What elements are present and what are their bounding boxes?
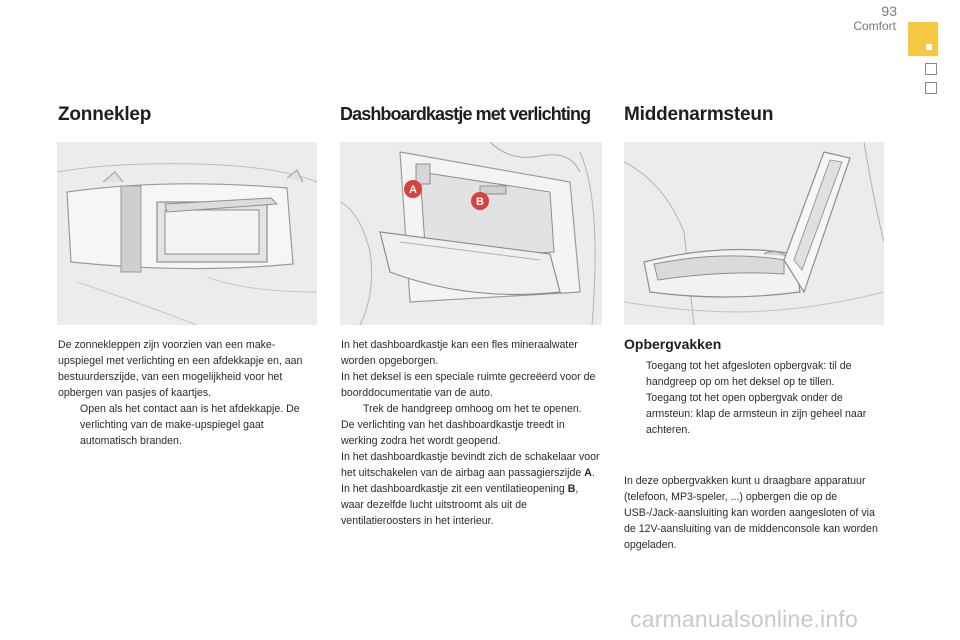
glovebox-p5 bbox=[341, 481, 603, 529]
glovebox-p5-end: , waar dezelfde lucht uitstroomt als uit de ventilatieroosters in het interieur. bbox=[341, 483, 579, 527]
armrest-bullet-1 bbox=[624, 358, 886, 390]
glovebox-text bbox=[341, 337, 603, 529]
glovebox-drawing bbox=[340, 142, 602, 325]
marker-b-label: B bbox=[476, 196, 484, 208]
glovebox-p2: In het deksel is een speciale ruimte gecreëerd voor de boorddocumentatie van de auto. bbox=[341, 371, 596, 399]
sun-visor-bullet-text: Open als het contact aan is het afdekkapje. De verlichting van de make-upspiegel gaat automatisch branden. bbox=[80, 403, 300, 447]
glovebox-p5-text: In het dashboardkastje zit een ventilatieopening bbox=[341, 483, 568, 495]
section-name: Comfort bbox=[853, 19, 896, 33]
sun-visor-heading: Zonneklep bbox=[58, 104, 152, 125]
armrest-note bbox=[624, 473, 886, 553]
armrest-illustration bbox=[624, 142, 884, 325]
glovebox-p4-end: . bbox=[591, 467, 595, 479]
glovebox-p3: De verlichting van het dashboardkastje treedt in werking zodra het wordt geopend. bbox=[341, 419, 565, 447]
sun-visor-text bbox=[58, 337, 320, 449]
glovebox-p4-ref: A bbox=[584, 467, 592, 479]
glovebox-bullet bbox=[341, 401, 603, 417]
glovebox-p5-ref: B bbox=[567, 483, 576, 495]
sun-visor-intro: De zonnekleppen zijn voorzien van een make-upspiegel met verlichting en een afdekkapje en, aan bestuurderszijde, van een mogelijkheid voor het opbergen van pasjes of kaartjes. bbox=[58, 339, 303, 399]
glovebox-p4 bbox=[341, 449, 603, 481]
tab-square-icon bbox=[926, 44, 932, 50]
armrest-bullet-2-text: Toegang tot het open opbergvak onder de armsteun: klap de armsteun in zijn geheel naar achteren. bbox=[646, 392, 867, 436]
armrest-heading: Middenarmsteun bbox=[624, 104, 774, 125]
armrest-drawing bbox=[624, 142, 884, 325]
armrest-bullets bbox=[624, 358, 886, 438]
armrest-note-text: In deze opbergvakken kunt u draagbare apparatuur (telefoon, MP3-speler, ...) opbergen die op de USB-/Jack-aansluiting kan worden aangesloten of via de 12V-aansluiting van de middenconsole kan worden opgeladen. bbox=[624, 475, 878, 551]
glovebox-heading: Dashboardkastje met verlichting bbox=[340, 104, 591, 124]
glovebox-p4-text: In het dashboardkastje bevindt zich de schakelaar voor het uitschakelen van de airbag aan passagierszijde bbox=[341, 451, 600, 479]
armrest-bullet-2 bbox=[624, 390, 886, 438]
glovebox-bullet-text: Trek de handgreep omhoog om het te openen. bbox=[363, 403, 582, 415]
sun-visor-bullet bbox=[58, 401, 320, 449]
chapter-marker-icon bbox=[925, 82, 937, 94]
glovebox-illustration bbox=[340, 142, 602, 325]
armrest-subheading: Opbergvakken bbox=[624, 336, 722, 352]
sun-visor-drawing bbox=[57, 142, 317, 325]
page-number: 93 bbox=[881, 3, 897, 19]
sun-visor-illustration bbox=[57, 142, 317, 325]
chapter-marker-icon bbox=[925, 63, 937, 75]
section-tab[interactable] bbox=[908, 22, 938, 56]
armrest-bullet-1-text: Toegang tot het afgesloten opbergvak: til de handgreep op om het deksel op te tillen. bbox=[646, 360, 852, 388]
watermark: carmanualsonline.info bbox=[630, 606, 858, 632]
glovebox-p1: In het dashboardkastje kan een fles mineraalwater worden opgeborgen. bbox=[341, 339, 578, 367]
marker-a-label: A bbox=[409, 184, 417, 196]
